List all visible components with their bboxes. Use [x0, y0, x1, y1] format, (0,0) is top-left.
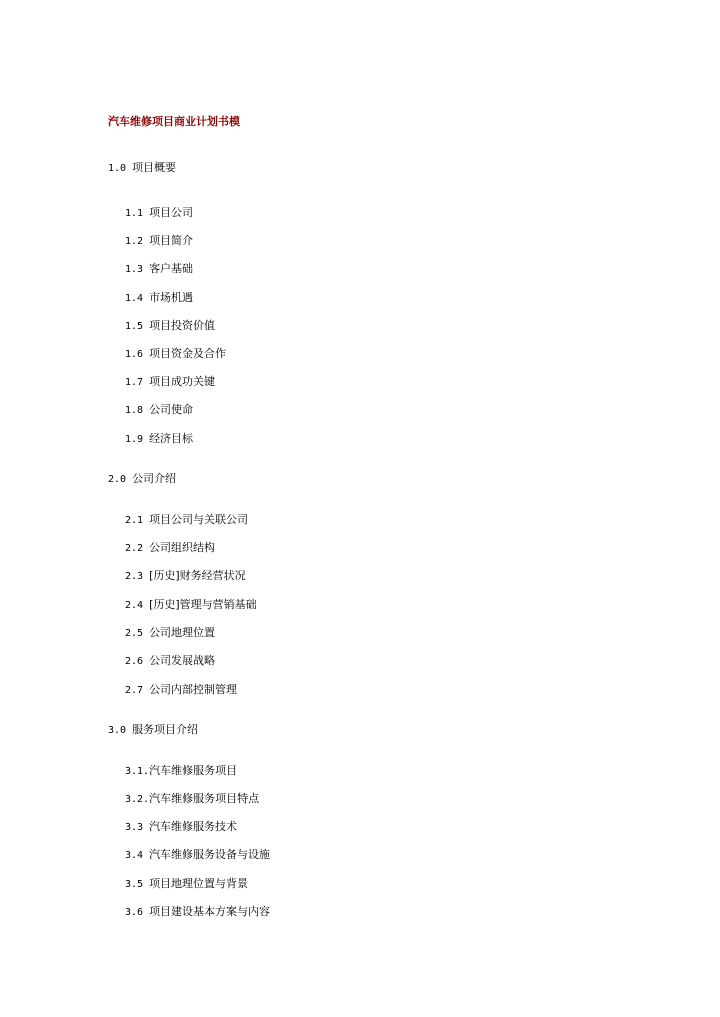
toc-item — [125, 205, 193, 222]
item-label: 公司组织结构 — [149, 541, 216, 554]
item-number: 3.3 — [125, 822, 144, 833]
item-label: 经济目标 — [149, 432, 194, 445]
toc-item — [125, 625, 215, 642]
toc-item — [125, 512, 248, 529]
toc-item — [125, 653, 215, 670]
item-number: 3.4 — [125, 850, 144, 861]
section-label: 公司介绍 — [132, 472, 177, 485]
item-label: 公司地理位置 — [149, 626, 216, 639]
toc-item — [125, 431, 193, 448]
item-label: 项目成功关键 — [149, 375, 216, 388]
item-number: 3.1. — [125, 766, 150, 777]
section-heading — [108, 722, 198, 739]
item-number: 1.3 — [125, 264, 144, 275]
item-number: 1.2 — [125, 236, 144, 247]
item-number: 1.5 — [125, 321, 144, 332]
item-number: 2.7 — [125, 685, 144, 696]
item-number: 1.6 — [125, 349, 144, 360]
item-label: 项目资金及合作 — [149, 347, 227, 360]
item-label: 项目投资价值 — [149, 319, 216, 332]
toc-item — [125, 847, 270, 864]
section-heading — [108, 160, 176, 177]
item-label: [历史]财务经营状况 — [149, 569, 246, 582]
item-label: 汽车维修服务项目特点 — [149, 792, 260, 805]
item-number: 2.3 — [125, 571, 144, 582]
toc-item — [125, 540, 215, 557]
toc-item — [125, 318, 215, 335]
item-number: 1.1 — [125, 208, 144, 219]
toc-item — [125, 233, 193, 250]
toc-item — [125, 763, 237, 780]
item-label: 客户基础 — [149, 262, 194, 275]
item-label: 项目建设基本方案与内容 — [149, 905, 271, 918]
item-label: 项目公司与关联公司 — [149, 513, 249, 526]
item-label: 汽车维修服务设备与设施 — [149, 848, 271, 861]
toc-item — [125, 261, 193, 278]
document-title: 汽车维修项目商业计划书模 — [108, 115, 240, 128]
toc-item — [125, 819, 237, 836]
item-label: 公司内部控制管理 — [149, 683, 238, 696]
toc-item — [125, 682, 237, 699]
item-number: 3.6 — [125, 907, 144, 918]
toc-item — [125, 374, 215, 391]
item-label: 公司发展战略 — [149, 654, 216, 667]
item-number: 2.4 — [125, 600, 144, 611]
toc-item — [125, 876, 248, 893]
toc-item — [125, 597, 257, 614]
item-label: 项目简介 — [149, 234, 194, 247]
section-label: 服务项目介绍 — [132, 723, 199, 736]
item-number: 3.2. — [125, 794, 150, 805]
item-label: 项目地理位置与背景 — [149, 877, 249, 890]
item-number: 2.1 — [125, 515, 144, 526]
item-number: 2.2 — [125, 543, 144, 554]
section-heading — [108, 471, 176, 488]
item-label: 市场机遇 — [149, 291, 194, 304]
item-label: 公司使命 — [149, 403, 194, 416]
item-number: 1.4 — [125, 293, 144, 304]
item-number: 3.5 — [125, 879, 144, 890]
item-number: 1.7 — [125, 377, 144, 388]
item-number: 1.9 — [125, 434, 144, 445]
item-label: 汽车维修服务技术 — [149, 820, 238, 833]
item-label: 汽车维修服务项目 — [149, 764, 238, 777]
section-number: 2.0 — [108, 474, 127, 485]
item-number: 1.8 — [125, 405, 144, 416]
toc-item — [125, 290, 193, 307]
item-number: 2.5 — [125, 628, 144, 639]
toc-item — [125, 402, 193, 419]
toc-item — [125, 904, 270, 921]
section-number: 3.0 — [108, 725, 127, 736]
item-label: 项目公司 — [149, 206, 194, 219]
toc-item — [125, 791, 259, 808]
item-label: [历史]管理与营销基础 — [149, 598, 257, 611]
section-label: 项目概要 — [132, 161, 177, 174]
section-number: 1.0 — [108, 163, 127, 174]
toc-item — [125, 346, 226, 363]
item-number: 2.6 — [125, 656, 144, 667]
toc-item — [125, 568, 246, 585]
